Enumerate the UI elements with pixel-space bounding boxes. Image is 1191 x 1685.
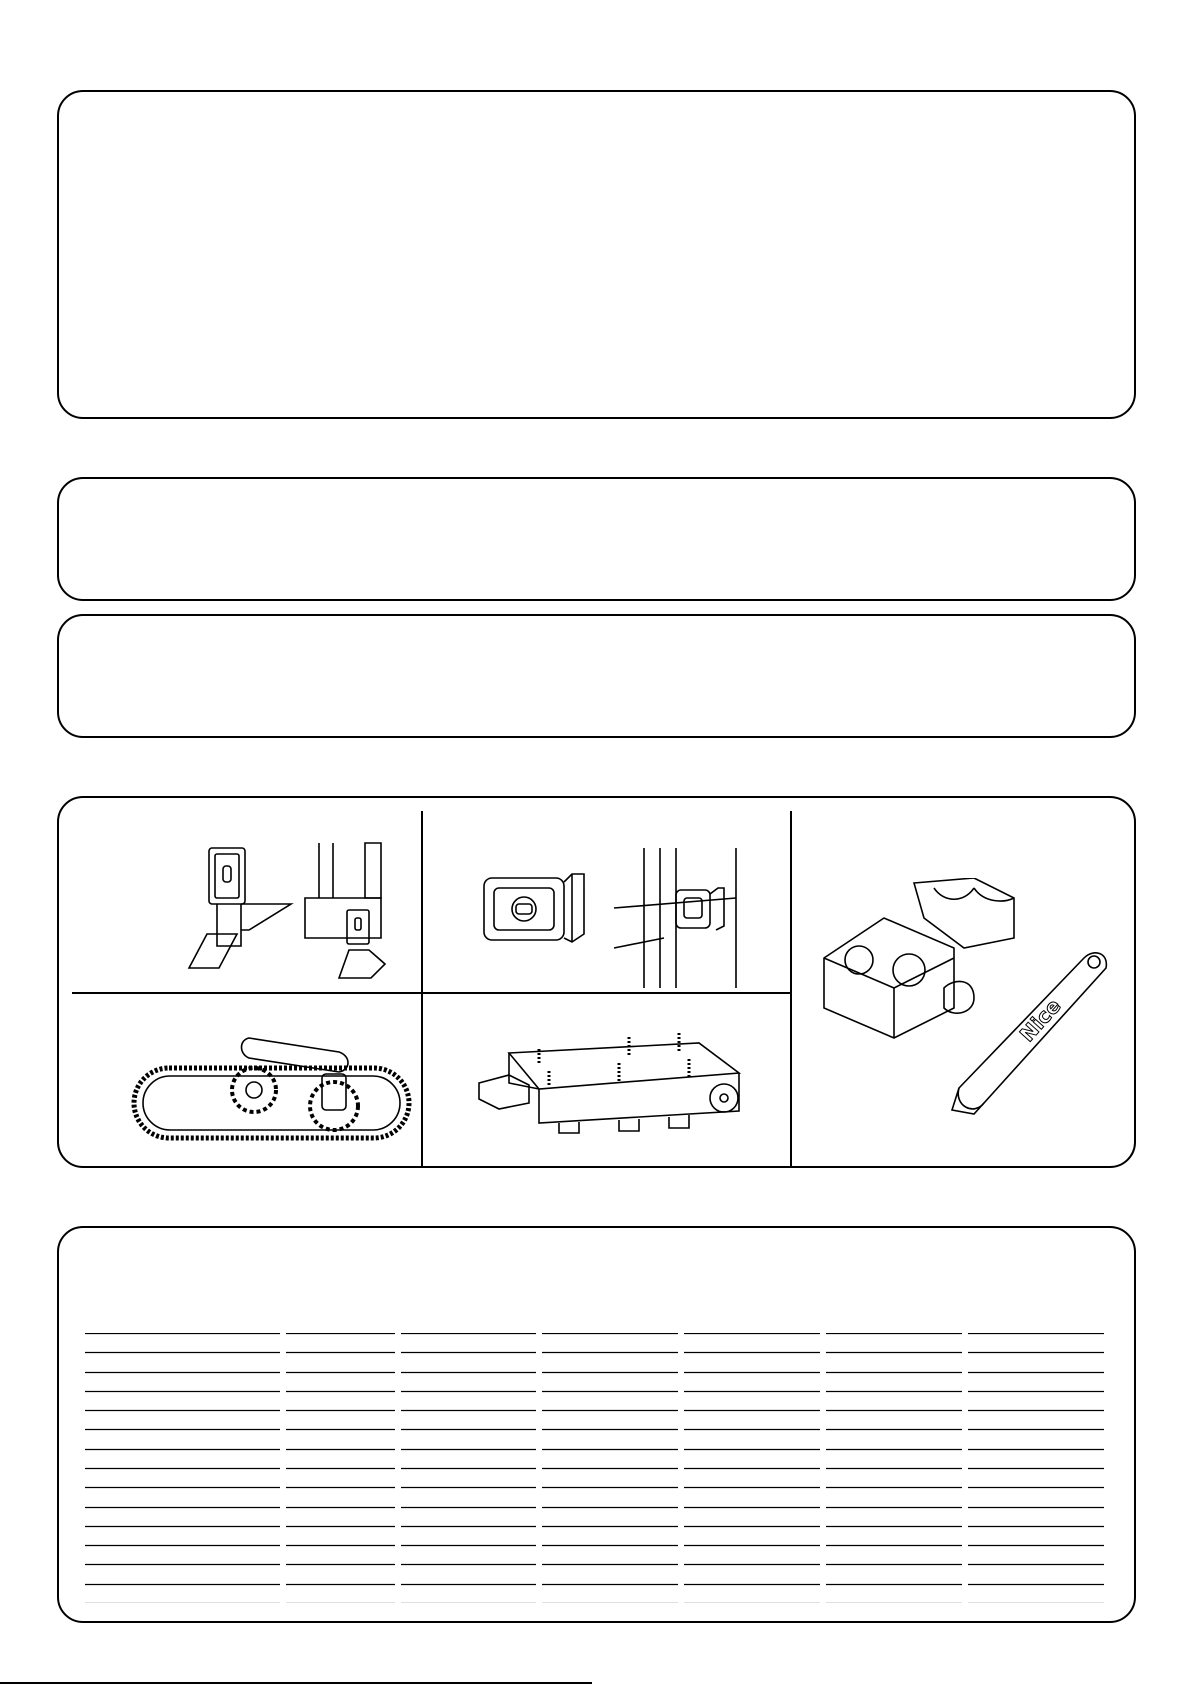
chain-sprocket-release-drawing	[129, 1028, 419, 1148]
key-selector-wall-drawing	[454, 838, 774, 988]
panel-box-2	[57, 477, 1136, 601]
footer-rule	[0, 1682, 592, 1684]
divider-vertical-1	[421, 811, 423, 1168]
panel-box-1	[57, 90, 1136, 419]
release-lever-handle-drawing	[814, 878, 1114, 1118]
divider-vertical-2	[790, 811, 792, 1168]
table-panel	[57, 1226, 1136, 1623]
divider-horizontal	[72, 992, 791, 994]
brand-logo: Nice	[1014, 993, 1066, 1047]
key-selector-post-drawing	[119, 838, 389, 988]
accessories-panel	[57, 796, 1136, 1168]
panel-box-3	[57, 614, 1136, 738]
gearmotor-base-plate-drawing	[469, 1023, 769, 1153]
empty-table-grid	[85, 1333, 1107, 1603]
